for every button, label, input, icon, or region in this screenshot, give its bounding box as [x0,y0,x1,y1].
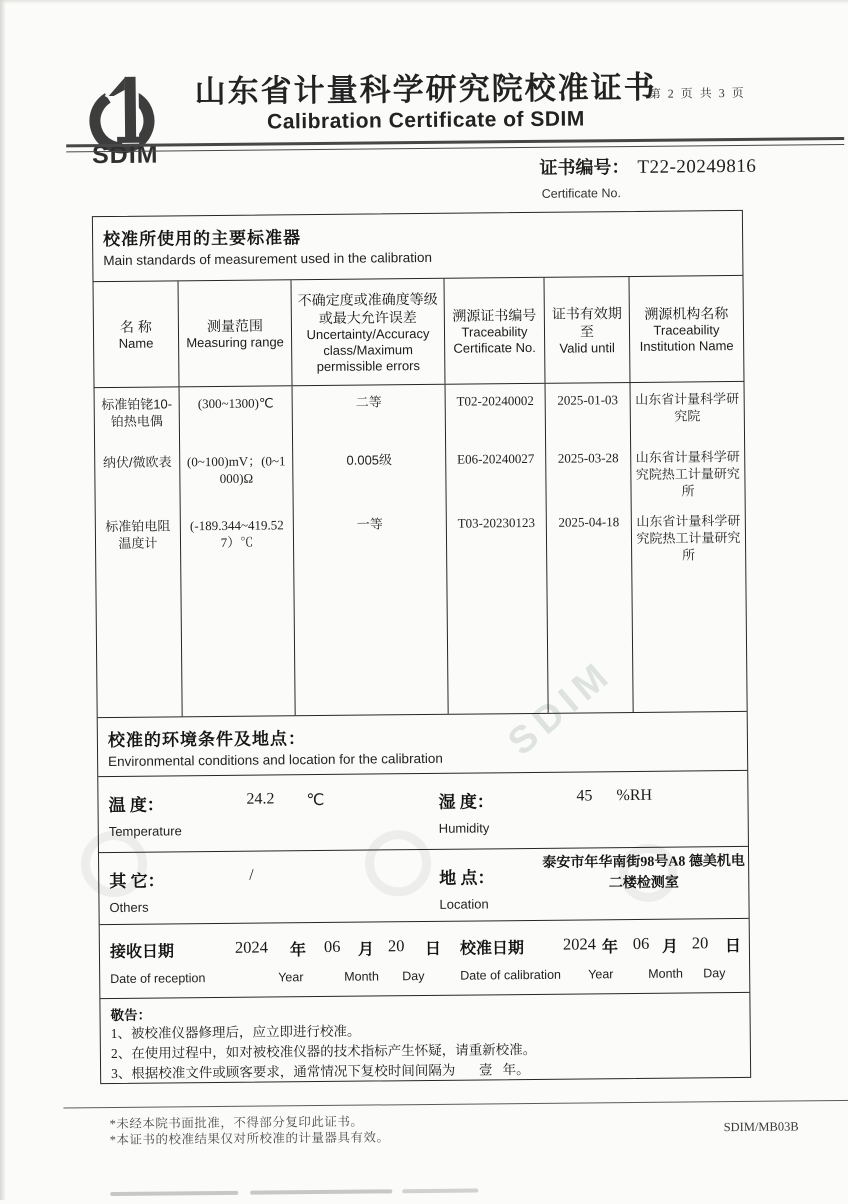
column-header-institution [629,276,743,382]
standards-title-cn: 校准所使用的主要标准器 [103,228,302,250]
location-label-en: Location [439,896,489,912]
humidity-label-en: Humidity [438,820,490,836]
certificate-number-label: 证书编号： [539,157,630,178]
calibration-day: 20 [691,933,709,953]
year-label-en: Year [588,967,614,982]
notice-title: 敬告： [110,1007,152,1024]
standard-accuracy: 一等 [356,516,383,532]
column-header-institution-en: Traceability Institution Name [639,321,734,354]
standards-col-range [180,386,296,716]
column-header-cert-no-en: Traceability Certificate No. [453,323,536,356]
certificate-number-line [539,152,756,180]
certificate-number-label-en: Certificate No. [541,186,621,201]
reception-day: 20 [387,936,405,956]
environment-title-en: Environmental conditions and location for the calibration [108,750,443,770]
standards-col-name [95,387,183,717]
dates-row [100,918,750,998]
year-label-en: Year [278,970,304,985]
standards-header-row [94,275,744,387]
calibration-date-label-cn: 校准日期 [459,940,525,958]
column-header-uncertainty-cn: 不确定度或准确度等级或最大允许误差 [297,290,438,326]
column-header-cert-no-cn: 溯源证书编号 [452,306,537,324]
column-header-range-en: Measuring range [186,333,284,350]
standards-col-institution [631,382,747,712]
standard-cert-no: T02-20240002 [456,392,534,409]
column-header-range-cn: 测量范围 [206,317,264,334]
page-indicator: 第 2 页 共 3 页 [648,85,746,101]
temperature-humidity-row [98,770,748,852]
column-header-institution-cn: 溯源机构名称 [644,304,729,322]
reception-month: 06 [323,936,341,956]
notice-item-2: 2、在使用过程中，如对被校准仪器的技术指标产生怀疑，请重新校准。 [110,1041,537,1062]
notice-item-1: 1、被校准仪器修理后，应立即进行校准。 [110,1023,361,1042]
calibration-table [92,210,751,1084]
reception-date-label-cn: 接收日期 [109,943,175,962]
environment-title-cn: 校准的环境条件及地点： [107,729,306,751]
column-header-name-cn: 名 称 [119,318,152,335]
month-label-en: Month [344,969,380,984]
standard-name: 纳伏/微欧表 [102,454,172,471]
standard-range: (-189.344~419.527）℃ [189,517,284,550]
location-value: 泰安市年华南街98号A8 德美机电二楼检测室 [542,853,745,892]
others-label-cn: 其 它： [109,871,165,892]
humidity-value: 45 [576,787,593,805]
standard-valid-until: 2025-04-18 [558,514,620,530]
svg-text:SDIM: SDIM [91,140,159,167]
standard-institution: 山东省计量科学研究院 [635,390,740,424]
standards-title-en: Main standards of measurement used in the calibration [103,249,433,269]
document-title-en: Calibration Certificate of SDIM [267,107,585,134]
standard-valid-until: 2025-01-03 [557,392,619,408]
standard-cert-no: E06-20240027 [457,450,535,467]
column-header-valid-until-cn: 证书有效期至 [551,304,622,339]
certificate-number-value: T22-20249816 [637,155,757,178]
footer-note-1: *未经本院书面批准，不得部分复印此证书。 [109,1114,364,1132]
temperature-label-cn: 温 度： [108,795,164,816]
standard-range: (300~1300)℃ [197,395,274,412]
column-header-uncertainty-en: Uncertainty/Accuracy class/Maximum permissible errors [306,325,430,374]
humidity-label-cn: 湿 度： [438,792,494,812]
environment-section-header [98,711,748,776]
location-label-cn: 地 点： [439,868,495,888]
standard-name: 标准铂铑10-铂热电偶 [101,396,173,430]
day-label-en: Day [402,969,425,984]
day-label-en: Day [703,966,726,981]
year-unit: 年 [289,942,307,960]
others-label-en: Others [109,899,149,916]
column-header-valid-until-en: Valid until [559,339,615,356]
column-header-uncertainty [292,279,446,385]
standard-valid-until: 2025-03-28 [557,450,619,466]
form-number: SDIM/MB03B [723,1119,799,1135]
column-header-valid-until [544,277,630,383]
reception-year: 2024 [234,937,268,957]
standard-accuracy: 0.005级 [346,452,393,468]
notice-section [100,992,750,1083]
sdim-watermark-text: SDIM [500,651,622,764]
column-header-name [94,281,180,387]
standard-name: 标准铂电阻温度计 [105,518,171,551]
document-title-cn: 山东省计量科学研究院校准证书 [194,69,657,110]
footer-note-2: *本证书的校准结果仅对所校准的计量器具有效。 [109,1130,390,1148]
standards-col-valid-until [546,383,634,713]
standard-accuracy: 二等 [355,394,382,410]
scan-artifact [402,1189,478,1194]
calibration-date-label-en: Date of calibration [460,967,562,983]
standard-institution: 山东省计量科学研究院热工计量研究所 [635,448,740,499]
standard-institution: 山东省计量科学研究院热工计量研究所 [636,512,741,563]
footer-divider [63,1100,848,1109]
month-unit: 月 [661,938,679,956]
temperature-unit: ℃ [306,791,325,810]
header-divider [66,137,844,152]
calibration-year: 2024 [562,934,596,954]
temperature-label-en: Temperature [108,823,182,840]
column-header-name-en: Name [118,335,154,351]
scan-artifact [110,1191,238,1196]
reception-date-label-en: Date of reception [110,971,206,987]
month-label-en: Month [648,966,683,981]
temperature-value: 24.2 [246,790,275,808]
year-unit: 年 [601,939,619,957]
standards-col-accuracy [293,385,449,715]
others-value: / [249,866,254,884]
standard-range: (0~100)mV；(0~1000)Ω [186,453,286,486]
month-unit: 月 [357,941,375,959]
humidity-unit: %RH [616,786,653,805]
standards-section-header [93,211,743,281]
standard-cert-no: T03-20230123 [457,514,536,531]
day-unit: 日 [724,937,742,956]
others-location-row [99,846,749,924]
calibration-month: 06 [632,933,650,954]
standards-body [95,381,747,717]
notice-item-3: 3、根据校准文件或顾客要求，通常情况下复校时间间隔为 壹 年。 [111,1062,530,1082]
standards-col-cert-no [446,384,549,714]
day-unit: 日 [424,940,442,959]
column-header-range [179,280,293,386]
column-header-cert-no [444,278,545,384]
scan-artifact [250,1189,392,1194]
